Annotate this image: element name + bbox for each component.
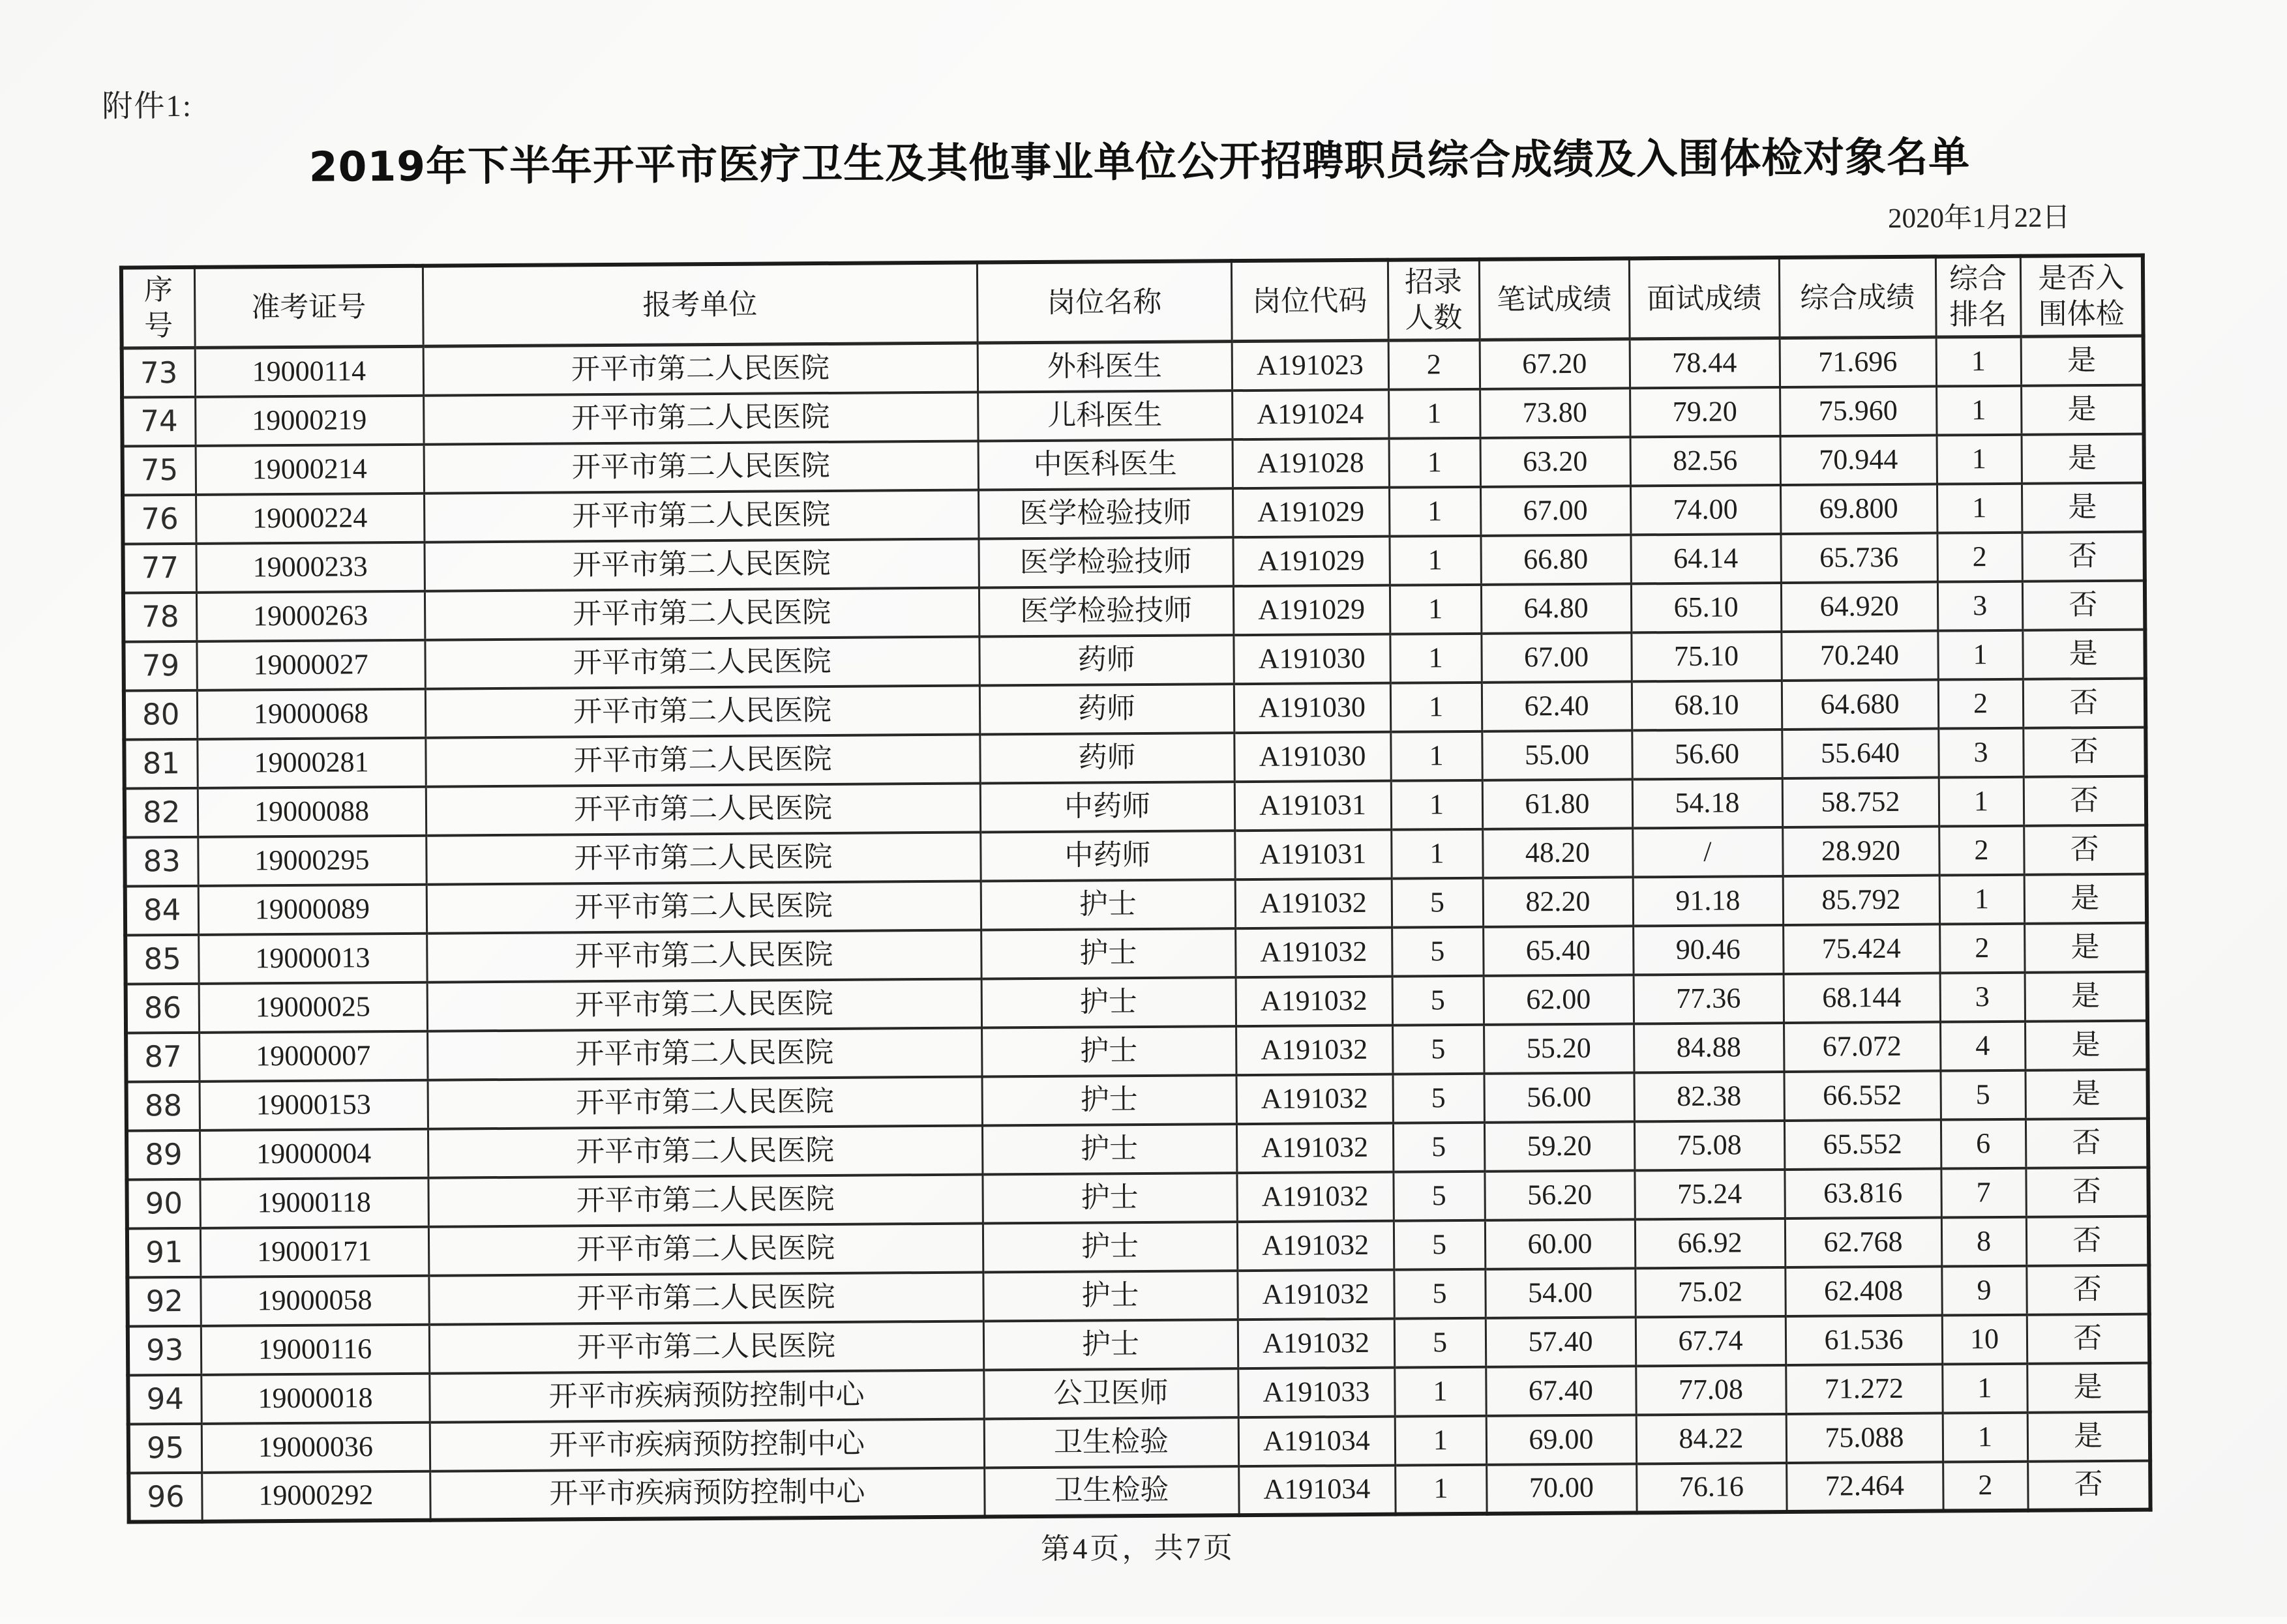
- table-cell: 19000295: [198, 835, 426, 885]
- table-cell: 78: [123, 592, 196, 642]
- table-cell: 87: [126, 1032, 199, 1082]
- table-cell: 19000007: [199, 1031, 427, 1081]
- table-cell: 67.20: [1480, 339, 1630, 389]
- table-cell: 开平市第二人民医院: [427, 979, 981, 1031]
- table-cell: 否: [2026, 1265, 2149, 1314]
- table-cell: 2: [1937, 532, 2022, 582]
- table-cell: 是: [2025, 971, 2147, 1021]
- table-cell: 81: [124, 739, 197, 788]
- table-cell: 开平市第二人民医院: [425, 587, 979, 640]
- table-cell: 72.464: [1786, 1462, 1943, 1511]
- table-cell: 55.640: [1782, 728, 1938, 778]
- table-cell: A191023: [1232, 340, 1388, 390]
- table-cell: 5: [1392, 878, 1483, 927]
- table-cell: 67.00: [1481, 632, 1631, 682]
- table-cell: 1: [1390, 633, 1481, 683]
- table-cell: 是: [2021, 336, 2144, 385]
- table-cell: 85: [125, 934, 198, 984]
- table-cell: 63.20: [1480, 437, 1630, 486]
- table-cell: 否: [2025, 1118, 2148, 1168]
- table-cell: 2: [1943, 1461, 2027, 1511]
- table-cell: 开平市第二人民医院: [423, 392, 978, 444]
- table-cell: A191034: [1238, 1465, 1395, 1514]
- page-footer: 第4页，共7页: [1040, 1531, 1236, 1565]
- table-cell: 67.40: [1486, 1366, 1636, 1415]
- table-cell: 75.10: [1631, 632, 1781, 681]
- column-header: 准考证号: [194, 266, 423, 348]
- table-cell: 19000281: [197, 737, 425, 788]
- table-cell: 63.816: [1784, 1168, 1941, 1218]
- table-cell: A191029: [1233, 585, 1390, 634]
- table-cell: 75.08: [1634, 1121, 1784, 1170]
- table-cell: 2: [1939, 923, 2024, 973]
- column-header: 是否入围体检: [2020, 256, 2144, 337]
- table-cell: 开平市第二人民医院: [427, 1027, 981, 1080]
- table-cell: 19000018: [201, 1373, 429, 1423]
- table-cell: 64.920: [1781, 582, 1937, 631]
- table-cell: 1: [1390, 584, 1481, 634]
- table-cell: A191029: [1233, 487, 1389, 537]
- table-cell: 7: [1941, 1168, 2025, 1217]
- table-cell: 19000219: [195, 395, 423, 445]
- table-cell: 76: [123, 494, 196, 544]
- table-cell: 5: [1393, 1171, 1484, 1220]
- results-table: [119, 254, 2153, 1524]
- table-cell: 71.696: [1780, 337, 1936, 387]
- table-cell: 否: [2025, 1167, 2148, 1217]
- column-header: 岗位代码: [1231, 260, 1388, 342]
- table-cell: 6: [1941, 1119, 2025, 1168]
- table-cell: 73: [122, 347, 195, 397]
- table-cell: A191030: [1234, 683, 1390, 732]
- table-cell: 中医科医生: [978, 439, 1233, 490]
- column-header: 笔试成绩: [1479, 258, 1630, 340]
- table-cell: 药师: [979, 684, 1234, 734]
- table-cell: 79: [123, 641, 196, 690]
- table-cell: 69.800: [1780, 484, 1937, 533]
- column-header: 岗位名称: [977, 261, 1232, 343]
- table-cell: 药师: [979, 635, 1233, 685]
- table-cell: 8: [1941, 1217, 2026, 1266]
- table-cell: 19000118: [200, 1177, 428, 1228]
- table-cell: 是: [2027, 1411, 2150, 1461]
- table-cell: A191032: [1238, 1318, 1394, 1368]
- table-cell: A191032: [1237, 1220, 1394, 1270]
- table-cell: 否: [2022, 531, 2144, 581]
- table-cell: 开平市第二人民医院: [424, 441, 978, 493]
- table-cell: A191034: [1238, 1416, 1395, 1466]
- table-cell: 9: [1941, 1265, 2026, 1315]
- table-cell: 3: [1938, 728, 2023, 777]
- table-cell: 开平市第二人民医院: [423, 343, 978, 395]
- table-cell: 66.92: [1635, 1218, 1785, 1268]
- table-cell: A191032: [1236, 1123, 1393, 1172]
- table-cell: 开平市第二人民医院: [425, 685, 979, 737]
- table-cell: 19000013: [198, 933, 426, 983]
- attachment-label: 附件1:: [102, 89, 193, 124]
- table-cell: 65.40: [1483, 926, 1633, 975]
- table-cell: 76.16: [1636, 1462, 1786, 1512]
- table-cell: 1: [1394, 1366, 1486, 1416]
- table-cell: 65.10: [1631, 583, 1781, 632]
- table-cell: 68.144: [1784, 973, 1940, 1022]
- table-cell: A191030: [1234, 731, 1390, 781]
- table-cell: 75.960: [1780, 386, 1936, 436]
- table-cell: 19000224: [196, 493, 424, 543]
- table-cell: 卫生检验: [984, 1417, 1238, 1468]
- table-cell: 1: [1937, 434, 2022, 484]
- table-cell: 94: [128, 1374, 201, 1424]
- table-cell: 儿科医生: [978, 391, 1232, 441]
- table-cell: 1: [1388, 389, 1480, 438]
- table-cell: 否: [2023, 727, 2145, 776]
- table-cell: 1: [1936, 336, 2021, 386]
- table-cell: 护士: [981, 879, 1235, 930]
- column-header: 序号: [121, 267, 195, 348]
- column-header: 招录人数: [1388, 259, 1480, 340]
- table-cell: 96: [128, 1472, 202, 1522]
- table-cell: 开平市疾病预防控制中心: [429, 1370, 983, 1422]
- table-cell: 60.00: [1485, 1219, 1635, 1269]
- table-cell: A191032: [1235, 927, 1392, 977]
- table-cell: 82.20: [1483, 877, 1633, 926]
- column-header: 面试成绩: [1629, 258, 1780, 339]
- table-cell: 1: [1391, 780, 1482, 829]
- table-cell: 85.792: [1783, 875, 1939, 924]
- table-cell: 1: [1937, 483, 2022, 533]
- table-cell: 90: [127, 1179, 200, 1228]
- table-cell: 19000292: [202, 1471, 430, 1521]
- table-cell: 护士: [981, 977, 1236, 1027]
- table-cell: 82: [125, 788, 198, 837]
- table-cell: 开平市疾病预防控制中心: [430, 1419, 984, 1471]
- table-cell: 1: [1936, 385, 2021, 435]
- table-cell: 64.14: [1630, 534, 1780, 583]
- table-cell: 5: [1392, 975, 1484, 1025]
- table-cell: 医学检验技师: [978, 488, 1233, 539]
- table-cell: 1: [1943, 1412, 2027, 1462]
- table-cell: 5: [1394, 1220, 1485, 1269]
- table-cell: A191032: [1236, 976, 1392, 1026]
- table-cell: 5: [1940, 1070, 2025, 1119]
- table-cell: 19000114: [195, 346, 423, 396]
- table-cell: 19000068: [197, 688, 425, 739]
- table-cell: 55.20: [1484, 1024, 1634, 1073]
- table-cell: A191032: [1236, 1074, 1392, 1123]
- table-cell: 79.20: [1630, 387, 1780, 437]
- table-cell: 药师: [979, 733, 1234, 783]
- table-cell: 88: [127, 1081, 200, 1130]
- table-cell: 62.00: [1484, 975, 1634, 1024]
- table-cell: 1: [1395, 1415, 1486, 1465]
- table-cell: 68.10: [1632, 681, 1782, 730]
- table-cell: 5: [1394, 1318, 1486, 1367]
- table-cell: 护士: [983, 1222, 1237, 1272]
- table-cell: 是: [2021, 385, 2144, 434]
- table-cell: 开平市第二人民医院: [428, 1223, 983, 1275]
- table-cell: 19000027: [196, 640, 425, 690]
- table-cell: 73.80: [1480, 388, 1630, 437]
- table-cell: 82.56: [1630, 436, 1780, 486]
- table-cell: A191031: [1234, 829, 1391, 879]
- table-cell: 1: [1395, 1464, 1486, 1514]
- document-date: 2020年1月22日: [1887, 202, 2070, 235]
- table-cell: 70.00: [1486, 1464, 1636, 1513]
- table-cell: 64.680: [1782, 679, 1938, 729]
- table-cell: 80: [124, 690, 197, 739]
- table-cell: 67.00: [1480, 486, 1630, 535]
- column-header: 报考单位: [423, 263, 978, 347]
- table-cell: 64.80: [1481, 583, 1631, 633]
- table-cell: 75.24: [1634, 1170, 1784, 1219]
- table-body: [122, 336, 2151, 1522]
- column-header: 综合排名: [1936, 256, 2021, 337]
- table-cell: 1: [1390, 682, 1482, 731]
- column-header: 综合成绩: [1779, 257, 1936, 338]
- table-cell: 否: [2027, 1460, 2150, 1510]
- table-cell: 1: [1939, 776, 2024, 826]
- table-cell: 19000058: [200, 1275, 428, 1325]
- table-cell: 62.408: [1785, 1266, 1941, 1316]
- table-cell: 19000089: [198, 884, 426, 934]
- table-cell: 是: [2022, 629, 2145, 679]
- table-cell: 中药师: [980, 782, 1234, 832]
- table-cell: 70.240: [1781, 630, 1937, 680]
- table-cell: 否: [2024, 825, 2146, 874]
- table-cell: 开平市第二人民医院: [425, 636, 979, 688]
- table-cell: 开平市第二人民医院: [428, 1272, 983, 1324]
- table-cell: A191029: [1233, 536, 1389, 585]
- table-cell: 开平市第二人民医院: [428, 1174, 982, 1226]
- table-cell: 4: [1940, 1021, 2025, 1070]
- table-cell: 是: [2025, 1069, 2147, 1119]
- table-cell: 93: [128, 1325, 201, 1375]
- table-cell: 护士: [982, 1173, 1236, 1223]
- table-cell: 是: [2022, 434, 2144, 483]
- table-cell: 开平市第二人民医院: [426, 930, 981, 982]
- table-cell: 护士: [981, 928, 1235, 979]
- table-cell: A191031: [1234, 780, 1391, 830]
- page-title: 2019年下半年开平市医疗卫生及其他事业单位公开招聘职员综合成绩及入围体检对象名单: [308, 133, 1971, 191]
- table-cell: 5: [1392, 1024, 1484, 1074]
- table-cell: 5: [1392, 926, 1483, 976]
- table-cell: 1: [1391, 829, 1482, 878]
- table-cell: 开平市第二人民医院: [428, 1076, 982, 1129]
- table-cell: 2: [1939, 825, 2024, 875]
- table-cell: 57.40: [1486, 1317, 1636, 1366]
- table-cell: 5: [1392, 1073, 1484, 1123]
- table-cell: 开平市疾病预防控制中心: [430, 1468, 984, 1520]
- table-cell: 19000004: [200, 1129, 428, 1179]
- table-cell: 是: [2022, 482, 2144, 532]
- table-cell: 61.536: [1786, 1315, 1942, 1365]
- table-cell: 1: [1389, 535, 1480, 585]
- table-cell: 75: [123, 445, 196, 495]
- table-cell: 是: [2025, 1020, 2147, 1070]
- table-cell: 19000171: [200, 1226, 428, 1277]
- table-cell: 89: [127, 1130, 200, 1179]
- table-cell: /: [1632, 827, 1782, 877]
- table-cell: A191032: [1237, 1269, 1394, 1319]
- table-cell: 74: [122, 396, 195, 446]
- table-cell: 1: [1389, 486, 1480, 536]
- table-cell: 是: [2027, 1363, 2149, 1412]
- table-cell: 否: [2022, 580, 2145, 630]
- table-cell: 58.752: [1782, 777, 1939, 827]
- table-cell: 70.944: [1780, 435, 1937, 484]
- table-cell: 1: [1942, 1363, 2027, 1413]
- table-cell: 否: [2027, 1314, 2149, 1363]
- table-cell: 84: [125, 885, 198, 935]
- table-cell: A191032: [1236, 1025, 1392, 1074]
- table-cell: 医学检验技师: [978, 537, 1233, 587]
- table-cell: 65.736: [1780, 533, 1937, 582]
- table-cell: 59.20: [1484, 1121, 1634, 1171]
- table-cell: 56.60: [1632, 730, 1782, 779]
- table-cell: 84.22: [1636, 1413, 1786, 1463]
- table-cell: 19000233: [196, 542, 424, 592]
- table-cell: 5: [1394, 1269, 1485, 1318]
- table-cell: 3: [1937, 581, 2022, 630]
- table-cell: 54.18: [1632, 778, 1782, 828]
- table-cell: 19000025: [199, 982, 427, 1032]
- table-cell: 61.80: [1482, 779, 1632, 829]
- table-cell: 78.44: [1630, 338, 1780, 388]
- table-cell: 否: [2024, 776, 2146, 825]
- table-cell: 卫生检验: [984, 1466, 1238, 1516]
- table-cell: 19000036: [202, 1422, 430, 1472]
- table-cell: 92: [127, 1277, 200, 1326]
- table-cell: 62.40: [1482, 681, 1632, 731]
- table-cell: 74.00: [1630, 485, 1780, 535]
- table-cell: 62.768: [1785, 1217, 1941, 1267]
- table-cell: 3: [1940, 972, 2025, 1022]
- table-cell: 54.00: [1485, 1268, 1635, 1318]
- table-cell: A191030: [1233, 634, 1390, 683]
- table-header-row: [121, 256, 2144, 348]
- table-cell: 77.36: [1634, 974, 1784, 1024]
- table-cell: 66.552: [1784, 1070, 1940, 1120]
- table-cell: 48.20: [1482, 828, 1632, 878]
- table-cell: 2: [1938, 679, 2023, 728]
- table-cell: 开平市第二人民医院: [424, 539, 978, 591]
- table-cell: 65.552: [1784, 1119, 1941, 1169]
- table-cell: 护士: [981, 1026, 1236, 1076]
- table-cell: 开平市第二人民医院: [426, 783, 980, 835]
- table-cell: 84.88: [1634, 1023, 1784, 1072]
- table-cell: 开平市第二人民医院: [428, 1125, 982, 1177]
- table-cell: 83: [125, 836, 198, 886]
- table-cell: 86: [126, 983, 199, 1033]
- table-cell: 71.272: [1786, 1364, 1942, 1413]
- table-cell: 55.00: [1482, 730, 1632, 780]
- table-cell: 护士: [982, 1075, 1236, 1125]
- table-cell: 5: [1393, 1122, 1484, 1172]
- table-cell: 2: [1388, 340, 1480, 389]
- table-cell: 91.18: [1633, 876, 1783, 926]
- table-cell: 公卫医师: [983, 1368, 1238, 1419]
- table-cell: 1: [1390, 731, 1482, 780]
- table-cell: 77.08: [1636, 1365, 1786, 1415]
- table-cell: 75.02: [1635, 1267, 1785, 1317]
- table-cell: 67.072: [1784, 1022, 1940, 1071]
- table-cell: A191028: [1233, 438, 1389, 488]
- table-cell: 19000214: [196, 444, 424, 494]
- table-cell: 1: [1389, 437, 1480, 487]
- table-cell: 95: [128, 1423, 202, 1473]
- table-cell: A191024: [1232, 389, 1388, 439]
- table-cell: 10: [1942, 1314, 2027, 1364]
- table-cell: 护士: [982, 1124, 1236, 1174]
- table-cell: 护士: [983, 1271, 1237, 1321]
- table-cell: 56.20: [1484, 1170, 1634, 1220]
- table-cell: 19000116: [201, 1324, 429, 1374]
- table-cell: 中药师: [980, 831, 1234, 881]
- table-cell: 66.80: [1480, 535, 1630, 584]
- table-cell: 90.46: [1633, 925, 1783, 975]
- table-cell: 67.74: [1636, 1316, 1786, 1366]
- table-cell: 19000263: [196, 591, 425, 641]
- table-cell: 28.920: [1782, 826, 1939, 876]
- table-cell: 19000153: [200, 1080, 428, 1130]
- table-cell: 开平市第二人民医院: [426, 881, 981, 933]
- table-cell: A191032: [1236, 1172, 1393, 1221]
- table-cell: 医学检验技师: [979, 586, 1233, 636]
- table-cell: 82.38: [1634, 1072, 1784, 1121]
- table-cell: 否: [2026, 1216, 2149, 1265]
- table-cell: 1: [1937, 630, 2022, 679]
- table-cell: A191032: [1235, 878, 1392, 928]
- table-cell: 是: [2024, 874, 2147, 923]
- table-cell: 开平市第二人民医院: [424, 490, 978, 542]
- table-cell: 开平市第二人民医院: [429, 1321, 983, 1373]
- table-cell: 开平市第二人民医院: [426, 832, 980, 884]
- table-cell: 75.424: [1783, 924, 1939, 973]
- table-cell: 1: [1939, 874, 2024, 924]
- table-cell: 护士: [983, 1320, 1238, 1370]
- table-cell: A191033: [1238, 1367, 1394, 1417]
- table-cell: 56.00: [1484, 1072, 1634, 1122]
- table-cell: 91: [127, 1228, 200, 1277]
- table-cell: 69.00: [1486, 1415, 1636, 1464]
- table-cell: 外科医生: [978, 342, 1232, 392]
- table-cell: 77: [123, 543, 196, 593]
- table-cell: 是: [2024, 923, 2147, 972]
- table-cell: 开平市第二人民医院: [425, 734, 979, 786]
- table-cell: 75.088: [1786, 1413, 1943, 1462]
- table-cell: 19000088: [198, 786, 426, 836]
- table-cell: 否: [2023, 678, 2145, 728]
